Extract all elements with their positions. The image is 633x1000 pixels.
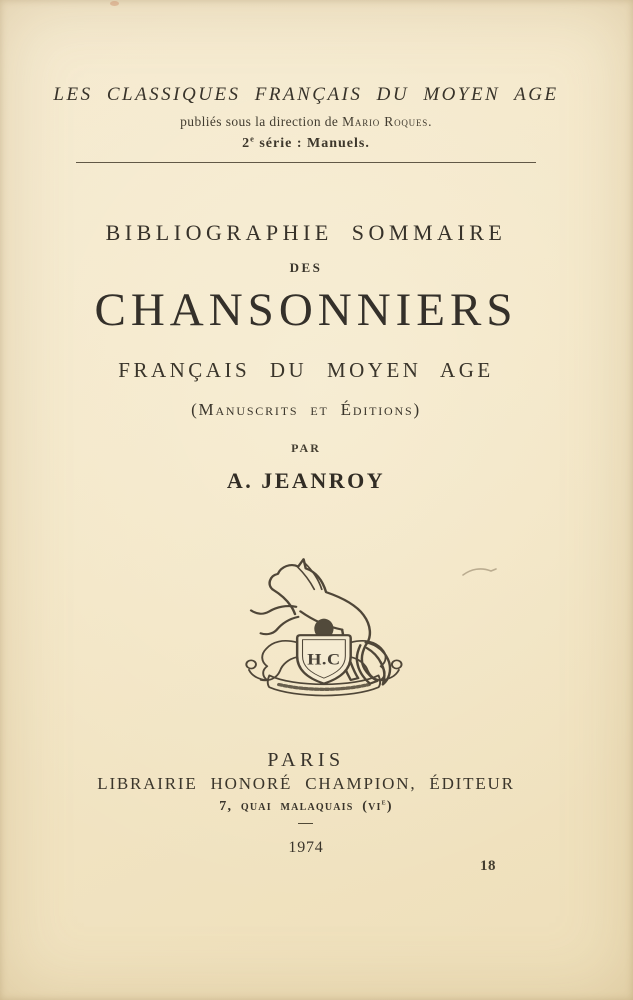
- main-title: CHANSONNIERS: [94, 284, 518, 336]
- series-direction: [0, 114, 612, 130]
- series-direction-prefix: publiés sous la direction de: [180, 114, 343, 129]
- masthead-rule: [76, 162, 536, 163]
- title-line-1: BIBLIOGRAPHIE SOMMAIRE: [105, 220, 507, 245]
- pencil-mark: [461, 565, 499, 579]
- imprint-city: PARIS: [267, 749, 345, 771]
- imprint-divider: [298, 823, 313, 824]
- imprint-address-close: ): [386, 799, 393, 814]
- imprint-address-main: 7, quai malaquais (vi: [219, 799, 382, 814]
- byline-label: PAR: [291, 441, 321, 455]
- series-number-ordinal: e: [250, 134, 255, 144]
- series-number-rest: série : Manuels.: [254, 136, 370, 151]
- imprint-address: [0, 799, 612, 815]
- subtitle: (Manuscrits et Éditions): [191, 400, 421, 419]
- imprint-year: 1974: [288, 839, 324, 856]
- series-direction-suffix: .: [428, 114, 432, 129]
- corner-number: 18: [480, 858, 496, 874]
- paper-speck: [110, 1, 119, 6]
- series-director-name: Mario Roques: [342, 114, 429, 129]
- publisher-device-horse-emblem: [234, 551, 416, 701]
- imprint-address-ordinal: e: [381, 797, 387, 807]
- series-title: LES CLASSIQUES FRANÇAIS DU MOYEN AGE: [53, 84, 559, 105]
- monogram-text: H.C: [307, 650, 341, 669]
- imprint-publisher: LIBRAIRIE HONORÉ CHAMPION, ÉDITEUR: [97, 774, 515, 793]
- series-number-line: [0, 136, 612, 152]
- title-line-des: DES: [289, 260, 323, 275]
- title-line-4: FRANÇAIS DU MOYEN AGE: [118, 358, 494, 382]
- series-number: 2: [242, 136, 251, 151]
- author-name: A. JEANROY: [226, 468, 386, 493]
